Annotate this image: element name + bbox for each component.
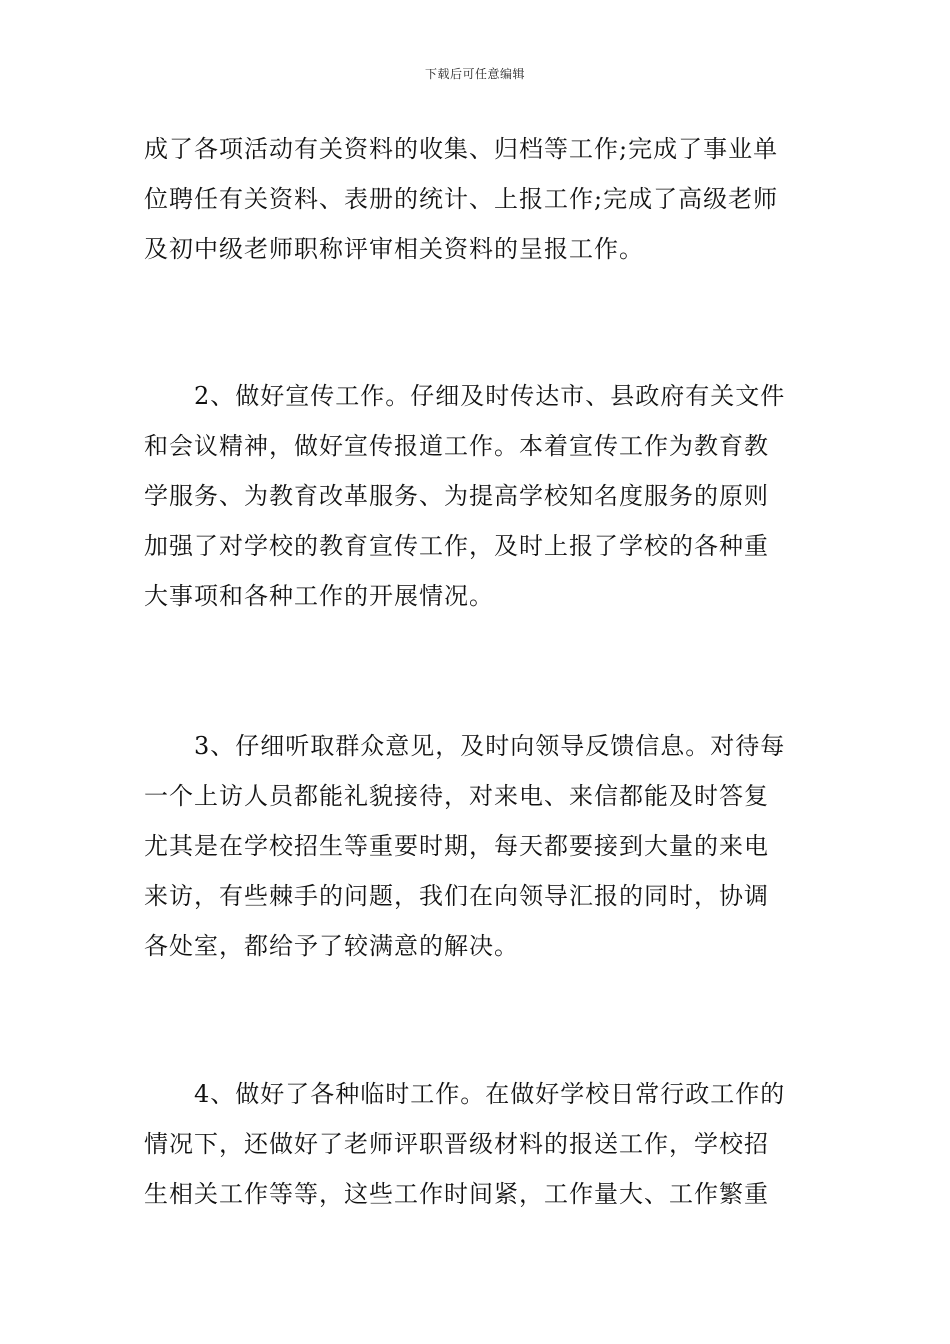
paragraph-line: 大事项和各种工作的开展情况。	[144, 582, 494, 610]
paragraph-line: 4、做好了各种临时工作。在做好学校日常行政工作的	[194, 1080, 786, 1108]
paragraph-line: 和会议精神，做好宣传报道工作。本着宣传工作为教育教	[144, 432, 769, 460]
paragraph-line: 各处室，都给予了较满意的解决。	[144, 932, 519, 960]
paragraph-line: 位聘任有关资料、表册的统计、上报工作;完成了高级老师	[144, 185, 779, 213]
paragraph-line: 2、做好宣传工作。仔细及时传达市、县政府有关文件	[194, 382, 786, 410]
paragraph-line: 及初中级老师职称评审相关资料的呈报工作。	[144, 235, 644, 263]
paragraph-line: 情况下，还做好了老师评职晋级材料的报送工作，学校招	[144, 1130, 769, 1158]
paragraph-line: 生相关工作等等，这些工作时间紧，工作量大、工作繁重	[144, 1180, 769, 1208]
page-header: 下载后可任意编辑	[424, 67, 525, 81]
paragraph-line: 尤其是在学校招生等重要时期，每天都要接到大量的来电	[144, 832, 769, 860]
paragraph-line: 来访，有些棘手的问题，我们在向领导汇报的同时，协调	[144, 882, 769, 910]
paragraph-line: 一个上访人员都能礼貌接待，对来电、来信都能及时答复	[144, 782, 769, 810]
paragraph-line: 加强了对学校的教育宣传工作，及时上报了学校的各种重	[144, 532, 769, 560]
paragraph-line: 学服务、为教育改革服务、为提高学校知名度服务的原则	[144, 482, 769, 510]
paragraph-line: 成了各项活动有关资料的收集、归档等工作;完成了事业单	[144, 135, 779, 163]
paragraph-line: 3、仔细听取群众意见，及时向领导反馈信息。对待每	[194, 732, 786, 760]
